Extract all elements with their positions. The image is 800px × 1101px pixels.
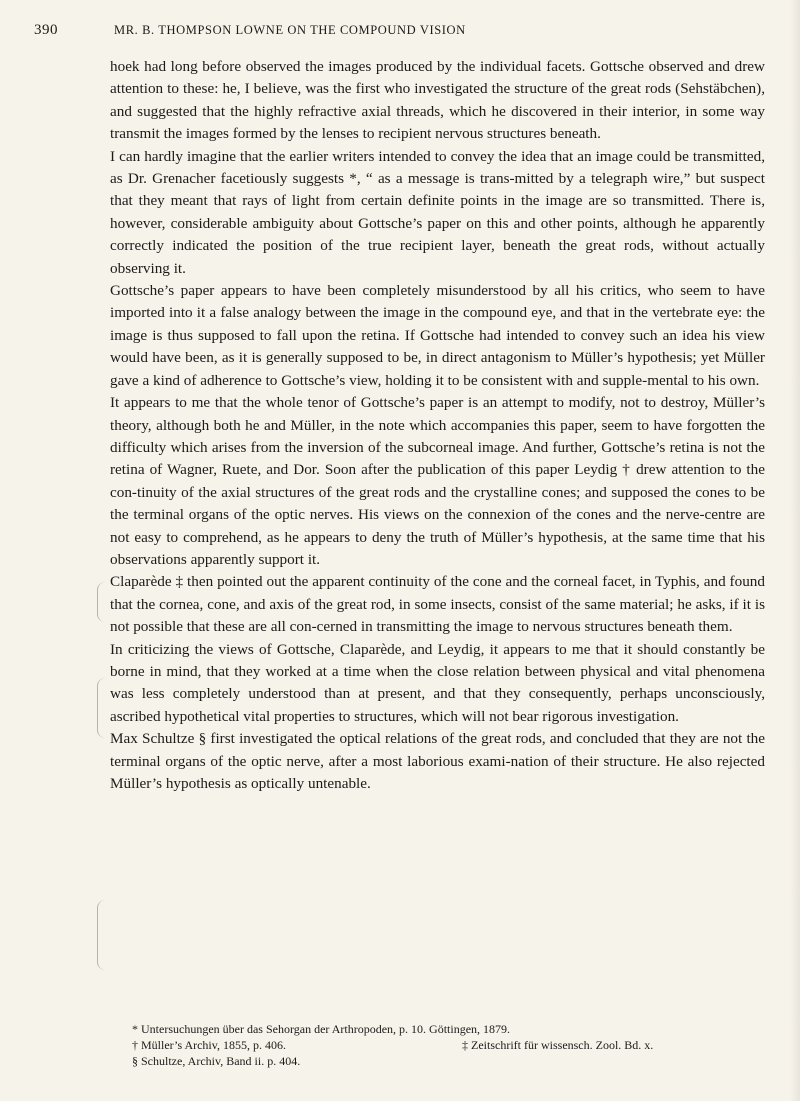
margin-pencil-mark [97, 678, 108, 738]
running-head: MR. B. THOMPSON LOWNE ON THE COMPOUND VISION [114, 23, 466, 37]
margin-pencil-mark [97, 900, 108, 970]
paragraph-2: I can hardly imagine that the earlier writers intended to convey the idea that an image could be transmitted, as Dr. Grenacher facetiously suggests *, “ as a message is trans-mitted by a telegraph wire,” but suspect that they meant that rays of light from certain definite points in the image are so transmitted. There is, however, considerable ambiguity about Gottsche’s paper on this and other points, although he apparently correctly indicated the position of the true recipient layer, beneath the great rods, without actually observing it. [110, 147, 765, 277]
footnotes [132, 1021, 762, 1069]
body-text [110, 56, 765, 795]
margin-pencil-mark [97, 582, 108, 622]
page-edge-shadow [790, 0, 800, 1101]
footnote-3: ‡ Zeitschrift für wissensch. Zool. Bd. x. [462, 1038, 654, 1052]
paragraph-1: hoek had long before observed the images produced by the individual facets. Gottsche observed and drew attention to these: he, I believe, was the first who investigated the structure of the great rods (Sehstäbchen), and suggested that the highly refractive axial threads, which he discovered in their interior, in some way transmit the images formed by the lenses to recipient nervous structures beneath. [110, 58, 765, 143]
footnote-2: † Müller’s Archiv, 1855, p. 406. [132, 1038, 286, 1052]
paragraph-7: Max Schultze § first investigated the optical relations of the great rods, and concluded that they are not the terminal organs of the optic nerve, after a most laborious exami-nation of their structure. He also rejected Müller’s hypothesis as optically untenable. [110, 730, 765, 792]
paragraph-3: Gottsche’s paper appears to have been completely misunderstood by all his critics, who seem to have imported into it a false analogy between the image in the compound eye, and that in the vertebrate eye: the image is thus supposed to fall upon the retina. If Gottsche had intended to convey such an idea his view would have been, as it is generally supposed to be, in direct antagonism to Müller’s hypothesis; yet Müller gave a kind of adherence to Gottsche’s view, holding it to be consistent with and supple-mental to his own. [110, 282, 765, 389]
footnote-row [132, 1037, 762, 1053]
page-number: 390 [34, 22, 58, 38]
paragraph-6: In criticizing the views of Gottsche, Claparède, and Leydig, it appears to me that it should constantly be borne in mind, that they worked at a time when the close relation between physical and vital phenomena was less completely understood than at present, and that they consequently, perhaps unconsciously, ascribed hypothetical vital properties to structures, which will not bear rigorous investigation. [110, 640, 765, 725]
footnote-1: * Untersuchungen über das Sehorgan der Arthropoden, p. 10. Göttingen, 1879. [132, 1022, 511, 1036]
paragraph-4: It appears to me that the whole tenor of Gottsche’s paper is an attempt to modify, not to destroy, Müller’s theory, although both he and Müller, in the note which accompanies this paper, seem to have forgotten the difficulty which arises from the inversion of the subcorneal image. And further, Gottsche’s retina is not the retina of Wagner, Ruete, and Dor. Soon after the publication of this paper Leydig † drew attention to the con-tinuity of the axial structures of the great rods and the crystalline cones; and supposed the cones to be the terminal organs of the optic nerves. His views on the connexion of the cones and the nerve-centre are not easy to comprehend, as he appears to deny the truth of Müller’s hypothesis, at the same time that his observations apparently support it. [110, 394, 765, 568]
footnote-4: § Schultze, Archiv, Band ii. p. 404. [132, 1054, 301, 1068]
paragraph-5: Claparède ‡ then pointed out the apparent continuity of the cone and the corneal facet, in Typhis, and found that the cornea, cone, and axis of the great rod, in some insects, consist of the same material; he asks, if it is not possible that these are all con-cerned in transmitting the image to nervous structures beneath them. [110, 573, 765, 636]
page-header [0, 22, 800, 42]
